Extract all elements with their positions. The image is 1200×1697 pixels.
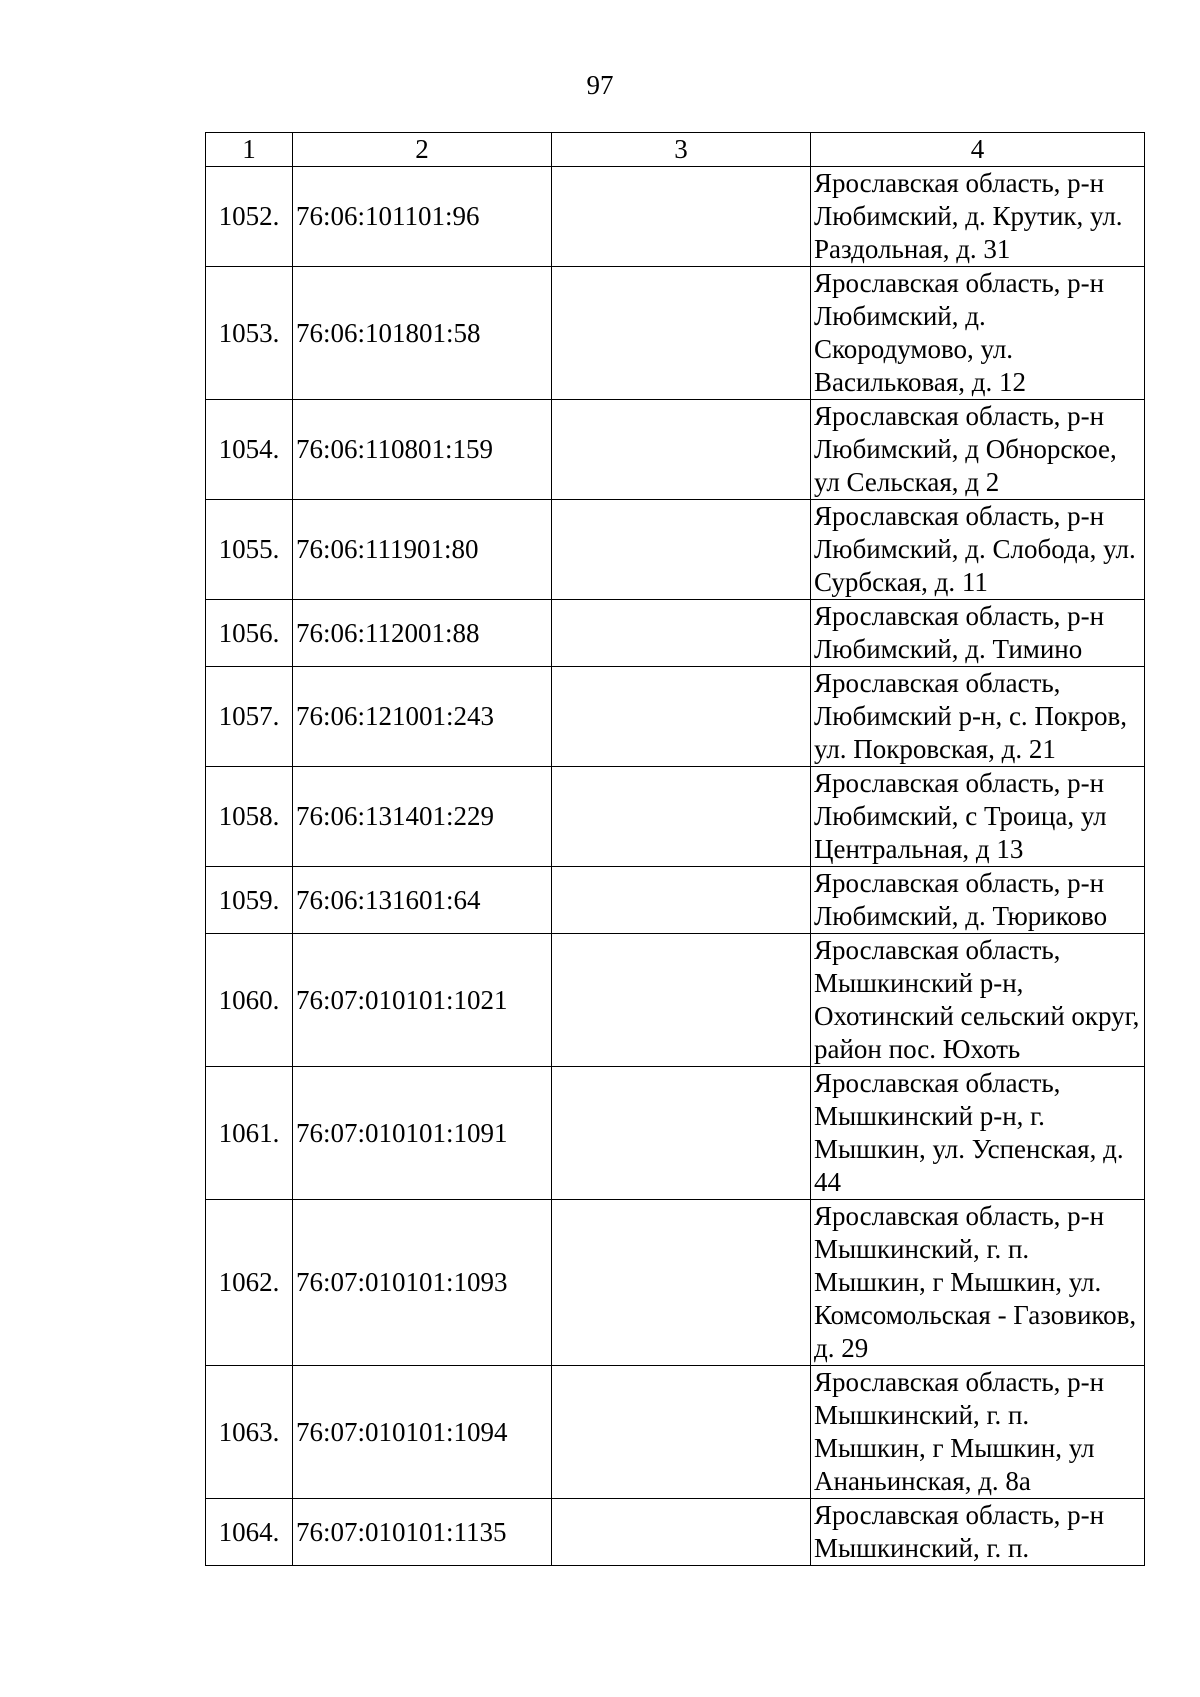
empty-cell: [552, 500, 811, 600]
address: Ярославская область, Любимский р-н, с. Покров, ул. Покровская, д. 21: [811, 667, 1145, 767]
table-row: [206, 1200, 1145, 1366]
header-col-4: 4: [811, 133, 1145, 167]
table-row: [206, 867, 1145, 934]
cadastral-number: 76:06:131401:229: [293, 767, 552, 867]
row-number: 1063.: [206, 1366, 293, 1499]
empty-cell: [552, 267, 811, 400]
table-row: [206, 767, 1145, 867]
cadastral-number: 76:07:010101:1135: [293, 1499, 552, 1566]
cadastral-number: 76:06:112001:88: [293, 600, 552, 667]
table-row: [206, 500, 1145, 600]
table-row: [206, 1067, 1145, 1200]
table-row: [206, 600, 1145, 667]
empty-cell: [552, 167, 811, 267]
address: Ярославская область, Мышкинский р-н, Охотинский сельский округ, район пос. Юхоть: [811, 934, 1145, 1067]
cadastral-number: 76:06:101801:58: [293, 267, 552, 400]
address: Ярославская область, р-н Мышкинский, г. п. Мышкин, г Мышкин, ул. Комсомольская - Газовиков, д. 29: [811, 1200, 1145, 1366]
empty-cell: [552, 867, 811, 934]
empty-cell: [552, 934, 811, 1067]
header-col-3: 3: [552, 133, 811, 167]
empty-cell: [552, 767, 811, 867]
cadastral-number: 76:06:121001:243: [293, 667, 552, 767]
table-row: [206, 1499, 1145, 1566]
header-col-2: 2: [293, 133, 552, 167]
address: Ярославская область, р-н Любимский, д. Крутик, ул. Раздольная, д. 31: [811, 167, 1145, 267]
empty-cell: [552, 1200, 811, 1366]
row-number: 1056.: [206, 600, 293, 667]
row-number: 1064.: [206, 1499, 293, 1566]
row-number: 1052.: [206, 167, 293, 267]
table-row: [206, 400, 1145, 500]
address: Ярославская область, р-н Любимский, д. Скородумово, ул. Васильковая, д. 12: [811, 267, 1145, 400]
cadastral-number: 76:07:010101:1093: [293, 1200, 552, 1366]
table-row: [206, 934, 1145, 1067]
cadastral-number: 76:06:111901:80: [293, 500, 552, 600]
address: Ярославская область, р-н Любимский, д. Тюриково: [811, 867, 1145, 934]
registry-table: [205, 132, 1145, 1566]
empty-cell: [552, 600, 811, 667]
address: Ярославская область, Мышкинский р-н, г. Мышкин, ул. Успенская, д. 44: [811, 1067, 1145, 1200]
page-number: 97: [586, 70, 614, 100]
table-row: [206, 267, 1145, 400]
row-number: 1055.: [206, 500, 293, 600]
cadastral-number: 76:07:010101:1094: [293, 1366, 552, 1499]
empty-cell: [552, 1499, 811, 1566]
row-number: 1054.: [206, 400, 293, 500]
row-number: 1058.: [206, 767, 293, 867]
row-number: 1057.: [206, 667, 293, 767]
row-number: 1061.: [206, 1067, 293, 1200]
row-number: 1060.: [206, 934, 293, 1067]
table-row: [206, 1366, 1145, 1499]
address: Ярославская область, р-н Мышкинский, г. п.: [811, 1499, 1145, 1566]
header-col-1: 1: [206, 133, 293, 167]
cadastral-number: 76:06:131601:64: [293, 867, 552, 934]
empty-cell: [552, 400, 811, 500]
address: Ярославская область, р-н Любимский, с Троица, ул Центральная, д 13: [811, 767, 1145, 867]
cadastral-number: 76:06:101101:96: [293, 167, 552, 267]
address: Ярославская область, р-н Любимский, д Обнорское, ул Сельская, д 2: [811, 400, 1145, 500]
row-number: 1062.: [206, 1200, 293, 1366]
table-row: [206, 167, 1145, 267]
empty-cell: [552, 1067, 811, 1200]
table-row: [206, 667, 1145, 767]
cadastral-number: 76:07:010101:1021: [293, 934, 552, 1067]
address: Ярославская область, р-н Любимский, д. Тимино: [811, 600, 1145, 667]
cadastral-number: 76:07:010101:1091: [293, 1067, 552, 1200]
empty-cell: [552, 1366, 811, 1499]
row-number: 1059.: [206, 867, 293, 934]
empty-cell: [552, 667, 811, 767]
address: Ярославская область, р-н Мышкинский, г. п. Мышкин, г Мышкин, ул Ананьинская, д. 8а: [811, 1366, 1145, 1499]
address: Ярославская область, р-н Любимский, д. Слобода, ул. Сурбская, д. 11: [811, 500, 1145, 600]
cadastral-number: 76:06:110801:159: [293, 400, 552, 500]
table-header-row: [206, 133, 1145, 167]
row-number: 1053.: [206, 267, 293, 400]
